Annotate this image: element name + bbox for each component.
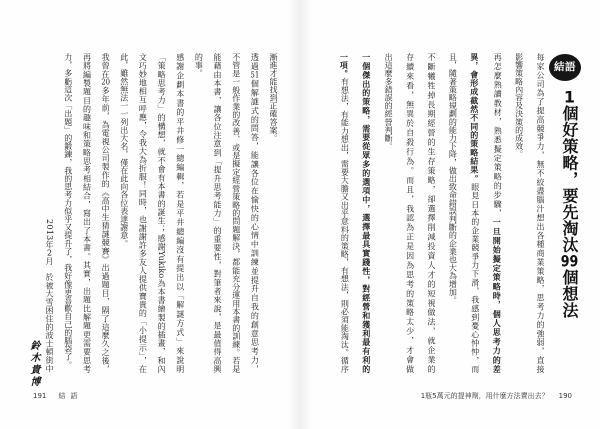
author-signature: 鈴木貴博	[28, 340, 39, 388]
body-text: 感謝企劃本書的平井修一總編輯，若是平井總編沒有提出以「解謎方式」來說明	[175, 53, 185, 373]
body-line	[77, 53, 96, 373]
body-text: 我曾在20多年前，為電視公司製作的《高中生猜謎競賽》出過題目，隔了這麼久之後，	[101, 53, 111, 373]
page-number: 191	[33, 392, 47, 400]
body-text: 透過51個解謎式的問答，能讓各位在愉快的心情中訓練並提升自我的創意思考力，	[250, 53, 260, 373]
body-text: 影響策略內容及決策的成效。	[514, 53, 524, 159]
body-text: 再怎麼熟讀教材，熟悉擬定策略的步驟，	[493, 53, 503, 219]
body-text: 且，隨著策略規劃的能力下降，做出致命錯誤判斷的企業也大為增加。	[448, 53, 458, 305]
date-text: 2013年2月	[45, 219, 54, 266]
body-line	[333, 53, 355, 373]
body-text: 存續來看，無異於自殺行為。而且，我認為正是因為思考的策略太少，才會做	[405, 53, 415, 373]
body-text: 能藉由本書，讓各位注意到「提升思考能力」的重要性，對筆者來說，是最值得高興	[213, 53, 223, 373]
body-line	[58, 53, 77, 373]
body-text: 此，雖然無法一一列出大名，僅在此向各位表達謝意。	[119, 53, 129, 248]
emphasis-text: 一旦開始擬定策略時，個人思考力的差	[492, 218, 503, 373]
dateline	[40, 53, 58, 373]
body-line	[114, 53, 133, 373]
body-line	[378, 53, 399, 373]
body-text: 文巧妙地相互呼應，令我大為折服！同時，也謝謝許多友人提供寶貴的「小提示」，在	[138, 53, 148, 373]
right-page-body	[337, 53, 551, 373]
body-text: 的事。	[194, 53, 204, 78]
body-line	[508, 53, 529, 373]
page-gutter	[288, 0, 312, 429]
body-text: 力，多虧這次「出題」的鍛鍊，我的思考力似乎又提升了，我好像更喜歡自己的腦袋了。	[63, 53, 73, 369]
body-line	[226, 53, 245, 373]
body-line	[170, 53, 189, 373]
running-book-title: 1瓶5萬元的提神劑，用什麼方法賣出去？	[420, 392, 549, 400]
body-line	[133, 53, 152, 373]
body-line	[263, 53, 282, 373]
emphasis-text: 異，會形成截然不同的策略結果。	[469, 53, 480, 183]
body-text: 眼見日本的企業競爭力下滑，我感到憂心忡忡，而	[470, 182, 480, 374]
body-line	[399, 53, 420, 373]
emphasis-text: 一個傑出的策略，需要從眾多的選項中，選擇最具實踐性，對經營和獲利最有利的	[361, 53, 372, 373]
body-line	[486, 53, 508, 373]
body-line	[189, 53, 208, 373]
body-text: 出這麼多錯誤的經營判斷。	[384, 53, 394, 151]
left-page-body	[58, 53, 282, 373]
chapter-title: 1個好策略，要先淘汰99個想法	[560, 89, 579, 319]
body-line	[421, 53, 442, 373]
body-text: 「策略思考力」的構想，就不會有本書的誕生；感謝Yukiko為本書繪製的插畫，和內	[157, 53, 167, 373]
body-line	[245, 53, 264, 373]
right-page-footer	[421, 391, 572, 401]
body-text: 漸進才能找到正確答案。	[269, 53, 278, 143]
body-text: 有想法，有能力想出，需要大膽又出乎意料的策略，有想法，則必須能淘汰。循序	[340, 77, 350, 373]
body-text: 不斷犧牲掉長期經營的生存策略，卻選擇削減投資人才的短視做法，就企業的	[426, 53, 436, 373]
place-text: 於被大雪困住的波士頓街中	[45, 273, 54, 373]
body-line	[355, 53, 377, 373]
body-line	[442, 53, 463, 373]
body-line	[463, 53, 485, 373]
body-text: 不管是一般作業的改善、或是擬定經營策略的問題解決，都能充分運用本書的訓練。若是	[231, 53, 241, 373]
body-line	[207, 53, 226, 373]
left-page-footer	[33, 391, 82, 401]
body-text: 每家公司為了提高競爭力，無不絞盡腦汁想出各種商業策略，思考力的強弱，直接	[536, 53, 545, 373]
body-line	[530, 53, 551, 373]
body-line	[95, 53, 114, 373]
body-text: 再將編製題目的趣味和策略思考相結合，寫出了本書。其實，出題比解題更需要思考	[82, 53, 92, 373]
chapter-badge: 結語	[549, 54, 581, 81]
body-line	[151, 53, 170, 373]
running-section-label: 結語	[58, 392, 83, 400]
page-number: 190	[558, 392, 572, 400]
emphasis-text: 一項。	[339, 53, 350, 78]
